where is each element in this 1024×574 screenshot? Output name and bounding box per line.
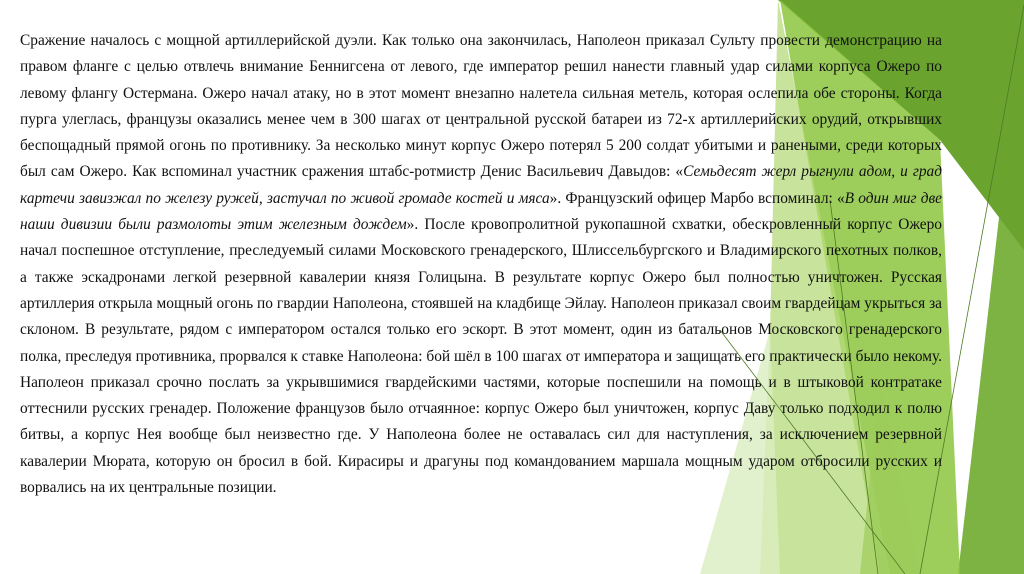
body-segment-3: ». После кровопролитной рукопашной схватки, обескровленный корпус Ожеро начал поспешное отступление, преследуемый силами Московского гренадерского, Шлиссельбургского и Владимирского пехотных полков, а также эскадронами легкой резервной кавалерии князя Голицына. В результате корпус Ожеро был полностью уничтожен. Русская артиллерия открыла мощный огонь по гвардии Наполеона, стоявшей на кладбище Эйлау. Наполеон приказал своим гвардейцам укрыться за склоном. В результате, рядом с императором остался только его эскорт. В этот момент, один из батальонов Московского гренадерского полка, преследуя противника, прорвался к ставке Наполеона: бой шёл в 100 шагах от императора и защищать его практически было некому. Наполеон приказал срочно послать за укрывшимися гвардейскими частями, которые поспешили на помощь и в штыковой контратаке оттеснили русских гренадер. Положение французов было отчаянное: корпус Ожеро был уничтожен, корпус Даву только подходил к полю битвы, а корпус Нея вообще был неизвестно где. У Наполеона более не оставалась сил для наступления, за исключением резервной кавалерии Мюрата, которую он бросил в бой. Кирасиры и драгуны под командованием маршала мощным ударом отбросили русских и ворвались на их центральные позиции.: [20, 216, 942, 497]
body-paragraph: [20, 28, 942, 501]
body-segment-2: ». Французский офицер Марбо вспоминал: «: [549, 189, 845, 207]
body-segment-1: Сражение началось с мощной артиллерийской дуэли. Как только она закончилась, Наполеон приказал Сульту провести демонстрацию на правом фланге с целью отвлечь внимание Беннигсена от левого, где император решил нанести главный удар силами корпуса Ожеро по левому флангу Остермана. Ожеро начал атаку, но в этот момент внезапно налетела сильная метель, которая ослепила обе стороны. Когда пурга улеглась, французы оказались менее чем в 300 шагах от центральной русской батареи из 72-х артиллерийских орудий, открывших беспощадный прямой огонь по противнику. За несколько минут корпус Ожеро потерял 5 200 солдат убитыми и ранеными, среди которых был сам Ожеро. Как вспоминал участник сражения штабс-ротмистр Денис Васильевич Давыдов: «: [20, 32, 942, 181]
marbot-quote: В один миг две наши дивизии были размолоты этим железным дождем: [20, 189, 942, 234]
davydov-quote: Семьдесят жерл рыгнули адом, и град картечи завизжал по железу ружей, застучал по живой громаде костей и мяса: [20, 163, 943, 207]
